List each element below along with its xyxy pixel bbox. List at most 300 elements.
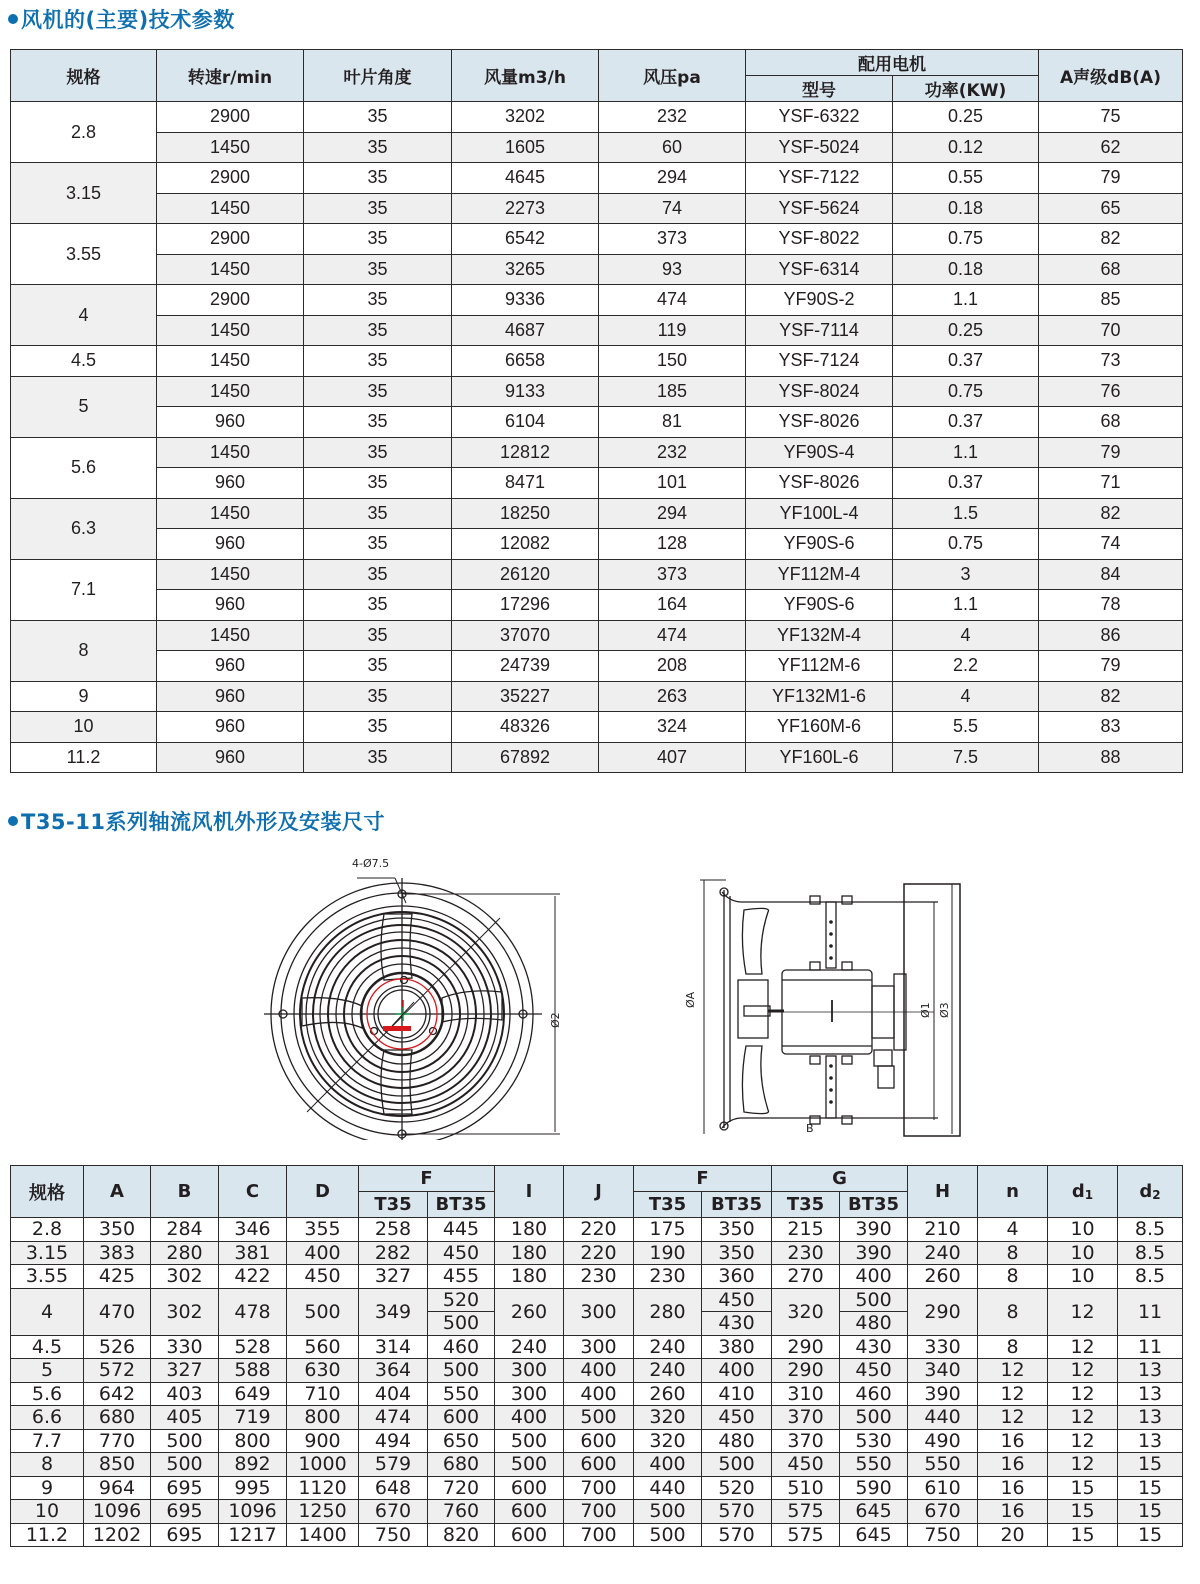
header-power: 功率(KW) [893, 76, 1039, 102]
header-g-bt35: BT35 [840, 1192, 908, 1218]
cell-noise: 82 [1039, 681, 1183, 712]
table-row [11, 315, 1183, 346]
cell-a: 470 [84, 1288, 151, 1335]
cell-f1-bt35: 455 [428, 1265, 495, 1289]
cell-d1: 15 [1048, 1500, 1118, 1524]
header-a: A [84, 1166, 151, 1218]
cell-pressure: 474 [599, 620, 746, 651]
cell-g-t35: 450 [772, 1453, 840, 1477]
table-row [11, 193, 1183, 224]
table-row [11, 1406, 1183, 1430]
cell-model: YSF-8026 [746, 468, 893, 499]
cell-a: 680 [84, 1406, 151, 1430]
cell-pressure: 81 [599, 407, 746, 438]
cell-f1-bt35-lower: 500 [428, 1312, 495, 1336]
cell-model: YSF-7124 [746, 346, 893, 377]
dimensions-table [10, 1165, 1183, 1547]
cell-d: 1000 [287, 1453, 359, 1477]
cell-pressure: 407 [599, 742, 746, 773]
cell-blade-angle: 35 [304, 346, 452, 377]
cell-f2-t35: 320 [634, 1406, 702, 1430]
cell-f2-bt35: 360 [702, 1265, 772, 1289]
cell-speed: 960 [157, 651, 304, 682]
cell-f1-bt35: 550 [428, 1382, 495, 1406]
cell-a: 642 [84, 1382, 151, 1406]
header-spec: 规格 [11, 1166, 84, 1218]
cell-noise: 68 [1039, 407, 1183, 438]
cell-model: YSF-5024 [746, 132, 893, 163]
cell-blade-angle: 35 [304, 712, 452, 743]
cell-speed: 960 [157, 742, 304, 773]
cell-spec: 4 [11, 1288, 84, 1335]
cell-d2: 11 [1118, 1335, 1183, 1359]
cell-speed: 1450 [157, 315, 304, 346]
cell-airflow: 6542 [452, 224, 599, 255]
cell-spec: 3.55 [11, 1265, 84, 1289]
cell-a: 526 [84, 1335, 151, 1359]
header-airflow: 风量m3/h [452, 50, 599, 102]
cell-g-t35: 575 [772, 1500, 840, 1524]
table-row [11, 1382, 1183, 1406]
cell-f2-t35: 240 [634, 1359, 702, 1383]
cell-blade-angle: 35 [304, 315, 452, 346]
cell-blade-angle: 35 [304, 651, 452, 682]
cell-a: 850 [84, 1453, 151, 1477]
cell-g-bt35: 550 [840, 1453, 908, 1477]
cell-speed: 960 [157, 468, 304, 499]
cell-noise: 86 [1039, 620, 1183, 651]
cell-blade-angle: 35 [304, 407, 452, 438]
cell-speed: 960 [157, 712, 304, 743]
cell-d1: 12 [1048, 1288, 1118, 1335]
cell-pressure: 101 [599, 468, 746, 499]
cell-model: YF132M1-6 [746, 681, 893, 712]
cell-h: 390 [908, 1382, 978, 1406]
cell-a: 572 [84, 1359, 151, 1383]
cell-speed: 2900 [157, 102, 304, 133]
cell-j: 220 [564, 1241, 634, 1265]
cell-f1-bt35-upper: 520 [428, 1288, 495, 1312]
header-motor: 配用电机 [746, 50, 1039, 76]
cell-f2-t35: 500 [634, 1523, 702, 1547]
cell-f1-t35: 670 [359, 1500, 428, 1524]
cell-airflow: 1605 [452, 132, 599, 163]
cell-a: 383 [84, 1241, 151, 1265]
cell-g-t35: 575 [772, 1523, 840, 1547]
cell-power: 4 [893, 620, 1039, 651]
cell-airflow: 12082 [452, 529, 599, 560]
cell-c: 588 [219, 1359, 287, 1383]
cell-h: 340 [908, 1359, 978, 1383]
cell-noise: 78 [1039, 590, 1183, 621]
cell-i: 180 [495, 1241, 564, 1265]
header-n: n [978, 1166, 1048, 1218]
cell-g-bt35: 645 [840, 1523, 908, 1547]
cell-b: 695 [151, 1476, 219, 1500]
cell-power: 0.25 [893, 102, 1039, 133]
cell-spec: 8 [11, 620, 157, 681]
cell-power: 3 [893, 559, 1039, 590]
cell-blade-angle: 35 [304, 681, 452, 712]
cell-power: 7.5 [893, 742, 1039, 773]
cell-pressure: 232 [599, 102, 746, 133]
cell-g-bt35: 400 [840, 1265, 908, 1289]
cell-spec: 4.5 [11, 1335, 84, 1359]
cell-j: 700 [564, 1476, 634, 1500]
cell-spec: 9 [11, 681, 157, 712]
cell-blade-angle: 35 [304, 468, 452, 499]
cell-d2: 13 [1118, 1406, 1183, 1430]
cell-i: 240 [495, 1335, 564, 1359]
cell-f1-t35: 648 [359, 1476, 428, 1500]
cell-d2: 11 [1118, 1288, 1183, 1335]
cell-a: 350 [84, 1218, 151, 1242]
cell-g-t35: 370 [772, 1429, 840, 1453]
cell-d1: 12 [1048, 1406, 1118, 1430]
cell-f1-t35: 494 [359, 1429, 428, 1453]
cell-noise: 68 [1039, 254, 1183, 285]
cell-d: 800 [287, 1406, 359, 1430]
cell-f2-t35: 230 [634, 1265, 702, 1289]
cell-power: 0.55 [893, 163, 1039, 194]
cell-i: 180 [495, 1265, 564, 1289]
cell-c: 800 [219, 1429, 287, 1453]
table-row [11, 559, 1183, 590]
cell-speed: 1450 [157, 346, 304, 377]
cell-airflow: 3265 [452, 254, 599, 285]
cell-model: YF90S-6 [746, 529, 893, 560]
cell-f2-bt35: 450 [702, 1406, 772, 1430]
cell-f1-bt35: 820 [428, 1523, 495, 1547]
cell-speed: 1450 [157, 193, 304, 224]
cell-blade-angle: 35 [304, 529, 452, 560]
header-f1: F [359, 1166, 495, 1192]
cell-model: YF112M-6 [746, 651, 893, 682]
cell-g-bt35: 390 [840, 1218, 908, 1242]
header-noise: A声级dB(A) [1039, 50, 1183, 102]
header-d2-text: d [1139, 1181, 1153, 1202]
cell-f2-t35: 320 [634, 1429, 702, 1453]
cell-d: 710 [287, 1382, 359, 1406]
cell-pressure: 373 [599, 559, 746, 590]
cell-n: 8 [978, 1288, 1048, 1335]
cell-spec: 4.5 [11, 346, 157, 377]
table-row [11, 742, 1183, 773]
table-row [11, 1335, 1183, 1359]
cell-spec: 3.55 [11, 224, 157, 285]
diameter-a-label: ØA [684, 991, 697, 1008]
cell-d1: 12 [1048, 1335, 1118, 1359]
cell-pressure: 263 [599, 681, 746, 712]
cell-spec: 10 [11, 712, 157, 743]
table-row [11, 651, 1183, 682]
cell-model: YF132M-4 [746, 620, 893, 651]
cell-b: 327 [151, 1359, 219, 1383]
cell-spec: 5.6 [11, 437, 157, 498]
cell-f1-t35: 579 [359, 1453, 428, 1477]
cell-blade-angle: 35 [304, 193, 452, 224]
cell-f2-t35: 190 [634, 1241, 702, 1265]
header-j: J [564, 1166, 634, 1218]
table-row [11, 712, 1183, 743]
cell-f1-t35: 364 [359, 1359, 428, 1383]
cell-power: 4 [893, 681, 1039, 712]
table-row [11, 620, 1183, 651]
cell-j: 300 [564, 1288, 634, 1335]
cell-f1-bt35: 720 [428, 1476, 495, 1500]
header-d2-sub: 2 [1152, 1188, 1161, 1202]
table-row [11, 102, 1183, 133]
cell-speed: 1450 [157, 254, 304, 285]
cell-d2: 8.5 [1118, 1218, 1183, 1242]
cell-blade-angle: 35 [304, 163, 452, 194]
cell-f2-t35: 500 [634, 1500, 702, 1524]
cell-model: YSF-7122 [746, 163, 893, 194]
cell-speed: 960 [157, 681, 304, 712]
cell-speed: 1450 [157, 620, 304, 651]
cell-h: 290 [908, 1288, 978, 1335]
cell-noise: 79 [1039, 651, 1183, 682]
cell-n: 16 [978, 1476, 1048, 1500]
cell-noise: 65 [1039, 193, 1183, 224]
cell-f1-bt35: 500 [428, 1359, 495, 1383]
cell-f1-bt35: 650 [428, 1429, 495, 1453]
cell-h: 610 [908, 1476, 978, 1500]
cell-g-t35: 290 [772, 1359, 840, 1383]
cell-speed: 2900 [157, 163, 304, 194]
cell-f1-bt35: 445 [428, 1218, 495, 1242]
cell-a: 964 [84, 1476, 151, 1500]
cell-airflow: 9336 [452, 285, 599, 316]
cell-speed: 960 [157, 590, 304, 621]
cell-n: 16 [978, 1500, 1048, 1524]
bullet-icon [8, 816, 18, 826]
fan-blade [381, 914, 412, 980]
table-row [11, 407, 1183, 438]
cell-pressure: 93 [599, 254, 746, 285]
cell-model: YSF-6314 [746, 254, 893, 285]
cell-blade-angle: 35 [304, 285, 452, 316]
header-f2-bt35: BT35 [702, 1192, 772, 1218]
cell-pressure: 232 [599, 437, 746, 468]
cell-power: 0.18 [893, 254, 1039, 285]
cell-d: 355 [287, 1218, 359, 1242]
cell-noise: 88 [1039, 742, 1183, 773]
cell-power: 0.37 [893, 407, 1039, 438]
header-pressure: 风压pa [599, 50, 746, 102]
cell-model: YSF-7114 [746, 315, 893, 346]
cell-n: 8 [978, 1265, 1048, 1289]
cell-d2: 13 [1118, 1359, 1183, 1383]
section-title-dimensions [8, 806, 385, 836]
section-title-tech-params [8, 4, 235, 34]
cell-blade-angle: 35 [304, 102, 452, 133]
cell-spec: 7.1 [11, 559, 157, 620]
cell-d: 560 [287, 1335, 359, 1359]
cell-noise: 62 [1039, 132, 1183, 163]
cell-power: 0.75 [893, 224, 1039, 255]
cell-f2-bt35-upper: 450 [702, 1288, 772, 1312]
cell-f1-t35: 349 [359, 1288, 428, 1335]
table-row [11, 468, 1183, 499]
cell-j: 700 [564, 1523, 634, 1547]
cell-pressure: 150 [599, 346, 746, 377]
cell-i: 180 [495, 1218, 564, 1242]
cell-j: 220 [564, 1218, 634, 1242]
header-d2 [1118, 1166, 1183, 1218]
cell-d2: 15 [1118, 1476, 1183, 1500]
header-spec: 规格 [11, 50, 157, 102]
cell-b: 302 [151, 1288, 219, 1335]
cell-n: 12 [978, 1359, 1048, 1383]
cell-g-t35: 215 [772, 1218, 840, 1242]
cell-f1-bt35: 460 [428, 1335, 495, 1359]
cell-h: 330 [908, 1335, 978, 1359]
cell-c: 528 [219, 1335, 287, 1359]
cell-j: 400 [564, 1382, 634, 1406]
cell-i: 600 [495, 1523, 564, 1547]
table-row [11, 132, 1183, 163]
cell-a: 770 [84, 1429, 151, 1453]
cell-f2-bt35: 350 [702, 1218, 772, 1242]
cell-j: 700 [564, 1500, 634, 1524]
header-f1-bt35: BT35 [428, 1192, 495, 1218]
cell-speed: 1450 [157, 559, 304, 590]
cell-power: 0.25 [893, 315, 1039, 346]
cell-d1: 15 [1048, 1476, 1118, 1500]
cell-airflow: 37070 [452, 620, 599, 651]
cell-power: 1.1 [893, 437, 1039, 468]
header-h: H [908, 1166, 978, 1218]
cell-n: 4 [978, 1218, 1048, 1242]
cell-j: 400 [564, 1359, 634, 1383]
cell-spec: 6.6 [11, 1406, 84, 1430]
cell-f2-t35: 280 [634, 1288, 702, 1335]
tech-params-table [10, 49, 1183, 773]
table-row [11, 254, 1183, 285]
cell-d: 1250 [287, 1500, 359, 1524]
cell-h: 240 [908, 1241, 978, 1265]
cell-airflow: 6104 [452, 407, 599, 438]
cell-g-bt35: 500 [840, 1406, 908, 1430]
cell-g-t35: 320 [772, 1288, 840, 1335]
cell-i: 600 [495, 1476, 564, 1500]
cell-model: YF100L-4 [746, 498, 893, 529]
header-g-t35: T35 [772, 1192, 840, 1218]
table-row [11, 1453, 1183, 1477]
cell-f1-bt35: 600 [428, 1406, 495, 1430]
cell-j: 300 [564, 1335, 634, 1359]
cell-g-bt35: 430 [840, 1335, 908, 1359]
cell-f1-t35: 258 [359, 1218, 428, 1242]
cell-d1: 10 [1048, 1265, 1118, 1289]
diameter-3-label: Ø3 [938, 1002, 951, 1018]
cell-power: 0.18 [893, 193, 1039, 224]
cell-h: 670 [908, 1500, 978, 1524]
cell-d: 900 [287, 1429, 359, 1453]
table-row [11, 1218, 1183, 1242]
cell-g-bt35: 530 [840, 1429, 908, 1453]
cell-noise: 75 [1039, 102, 1183, 133]
table-row [11, 224, 1183, 255]
cell-c: 478 [219, 1288, 287, 1335]
cell-pressure: 294 [599, 163, 746, 194]
cell-i: 500 [495, 1453, 564, 1477]
cell-d: 400 [287, 1241, 359, 1265]
cell-airflow: 9133 [452, 376, 599, 407]
table-row [11, 590, 1183, 621]
cell-i: 500 [495, 1429, 564, 1453]
cell-d: 1120 [287, 1476, 359, 1500]
cell-n: 12 [978, 1382, 1048, 1406]
cell-f1-t35: 314 [359, 1335, 428, 1359]
cell-blade-angle: 35 [304, 590, 452, 621]
cell-d1: 10 [1048, 1218, 1118, 1242]
cell-n: 12 [978, 1406, 1048, 1430]
cell-f2-bt35-lower: 430 [702, 1312, 772, 1336]
cell-j: 600 [564, 1453, 634, 1477]
cell-g-t35: 270 [772, 1265, 840, 1289]
header-blade-angle: 叶片角度 [304, 50, 452, 102]
table-row [11, 1359, 1183, 1383]
cell-noise: 79 [1039, 163, 1183, 194]
header-d1 [1048, 1166, 1118, 1218]
cell-f2-t35: 240 [634, 1335, 702, 1359]
cell-spec: 11.2 [11, 742, 157, 773]
cell-c: 346 [219, 1218, 287, 1242]
table-row [11, 1241, 1183, 1265]
cell-g-bt35-upper: 500 [840, 1288, 908, 1312]
cell-blade-angle: 35 [304, 559, 452, 590]
table-row [11, 1265, 1183, 1289]
dimensions-body [11, 1218, 1183, 1547]
cell-spec: 5 [11, 1359, 84, 1383]
tech-params-body [11, 102, 1183, 773]
table-row [11, 437, 1183, 468]
table-row [11, 346, 1183, 377]
header-f2: F [634, 1166, 772, 1192]
cell-g-t35: 510 [772, 1476, 840, 1500]
cell-noise: 85 [1039, 285, 1183, 316]
cell-h: 550 [908, 1453, 978, 1477]
cell-speed: 1450 [157, 437, 304, 468]
cell-power: 0.75 [893, 529, 1039, 560]
cell-power: 5.5 [893, 712, 1039, 743]
cell-c: 1217 [219, 1523, 287, 1547]
cell-power: 0.75 [893, 376, 1039, 407]
cell-power: 1.5 [893, 498, 1039, 529]
cell-i: 400 [495, 1406, 564, 1430]
header-d: D [287, 1166, 359, 1218]
cell-n: 8 [978, 1241, 1048, 1265]
cell-h: 750 [908, 1523, 978, 1547]
cell-d1: 15 [1048, 1523, 1118, 1547]
cell-g-bt35-lower: 480 [840, 1312, 908, 1336]
cell-airflow: 26120 [452, 559, 599, 590]
cell-noise: 79 [1039, 437, 1183, 468]
cell-a: 1202 [84, 1523, 151, 1547]
cell-speed: 960 [157, 529, 304, 560]
table-row [11, 163, 1183, 194]
cell-spec: 3.15 [11, 163, 157, 224]
cell-airflow: 12812 [452, 437, 599, 468]
table-row [11, 376, 1183, 407]
cell-g-bt35: 645 [840, 1500, 908, 1524]
cell-airflow: 35227 [452, 681, 599, 712]
header-i: I [495, 1166, 564, 1218]
cell-pressure: 185 [599, 376, 746, 407]
cell-power: 0.37 [893, 346, 1039, 377]
